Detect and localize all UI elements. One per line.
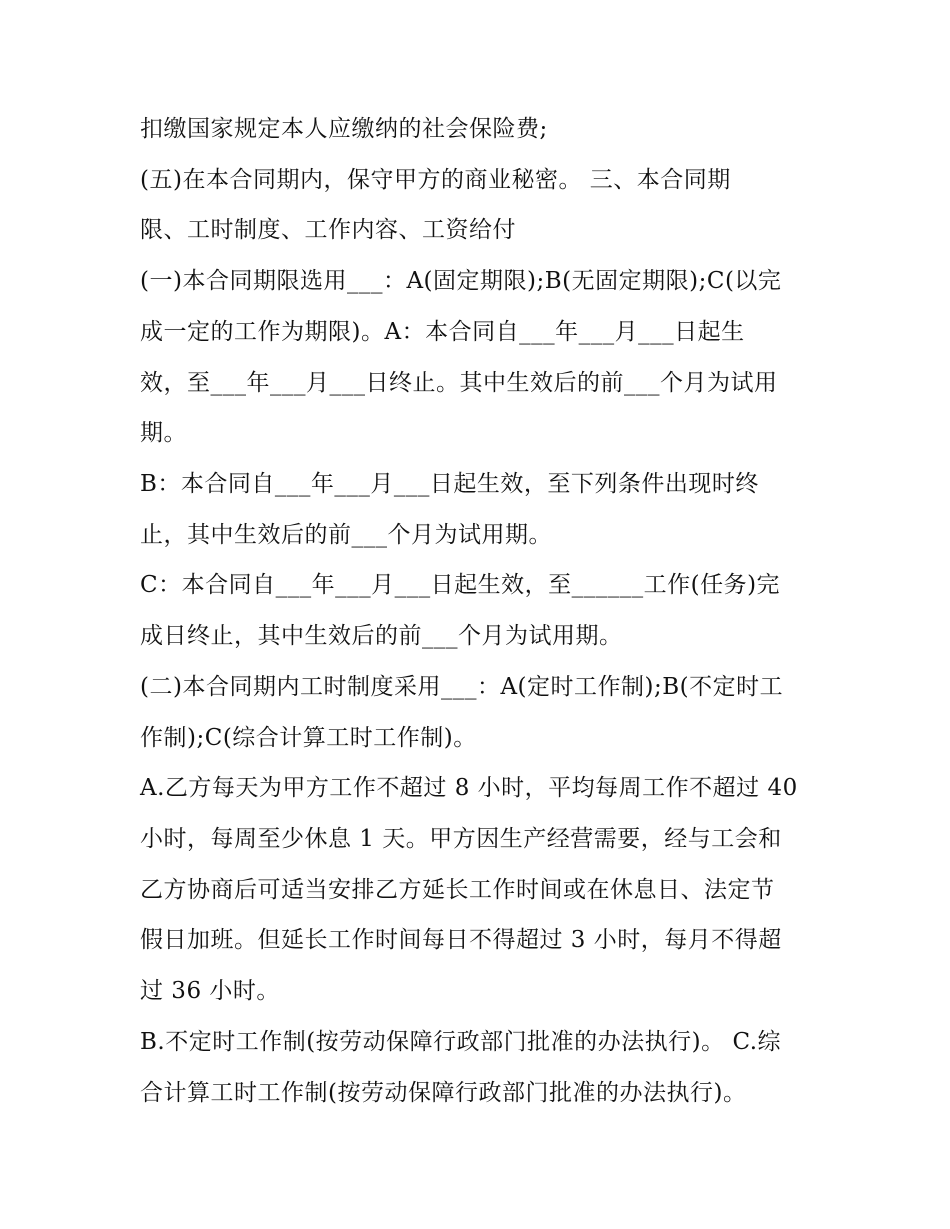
text-line: 扣缴国家规定本人应缴纳的社会保险费; xyxy=(140,116,548,142)
text-line: 过 36 小时。 xyxy=(140,978,280,1004)
text-line: 成日终止，其中生效后的前___个月为试用期。 xyxy=(140,623,623,649)
text-line: 小时，每周至少休息 1 天。甲方因生产经营需要，经与工会和 xyxy=(140,826,782,852)
text-line: A.乙方每天为甲方工作不超过 8 小时，平均每周工作不超过 40 xyxy=(140,775,798,801)
text-line: (一)本合同期限选用___：A(固定期限);B(无固定期限);C(以完 xyxy=(140,268,782,294)
text-line: C：本合同自___年___月___日起生效，至______工作(任务)完 xyxy=(140,572,781,598)
text-line: (五)在本合同期内，保守甲方的商业秘密。 三、本合同期 xyxy=(140,167,731,193)
text-line: 合计算工时工作制(按劳动保障行政部门批准的办法执行)。 xyxy=(140,1080,747,1106)
text-line: B：本合同自___年___月___日起生效，至下列条件出现时终 xyxy=(140,471,759,497)
text-line: 作制);C(综合计算工时工作制)。 xyxy=(140,725,477,751)
text-line: 假日加班。但延长工作时间每日不得超过 3 小时，每月不得超 xyxy=(140,927,782,953)
text-line: 乙方协商后可适当安排乙方延长工作时间或在休息日、法定节 xyxy=(140,877,775,903)
text-line: 效，至___年___月___日终止。其中生效后的前___个月为试用 xyxy=(140,370,778,396)
text-line: 期。 xyxy=(140,420,187,446)
text-line: 止，其中生效后的前___个月为试用期。 xyxy=(140,522,552,548)
text-line: (二)本合同期内工时制度采用___：A(定时工作制);B(不定时工 xyxy=(140,674,784,700)
text-line: B.不定时工作制(按劳动保障行政部门批准的办法执行)。 C.综 xyxy=(140,1029,782,1055)
text-line: 限、工时制度、工作内容、工资给付 xyxy=(140,217,516,243)
text-line: 成一定的工作为期限)。A：本合同自___年___月___日起生 xyxy=(140,319,745,345)
